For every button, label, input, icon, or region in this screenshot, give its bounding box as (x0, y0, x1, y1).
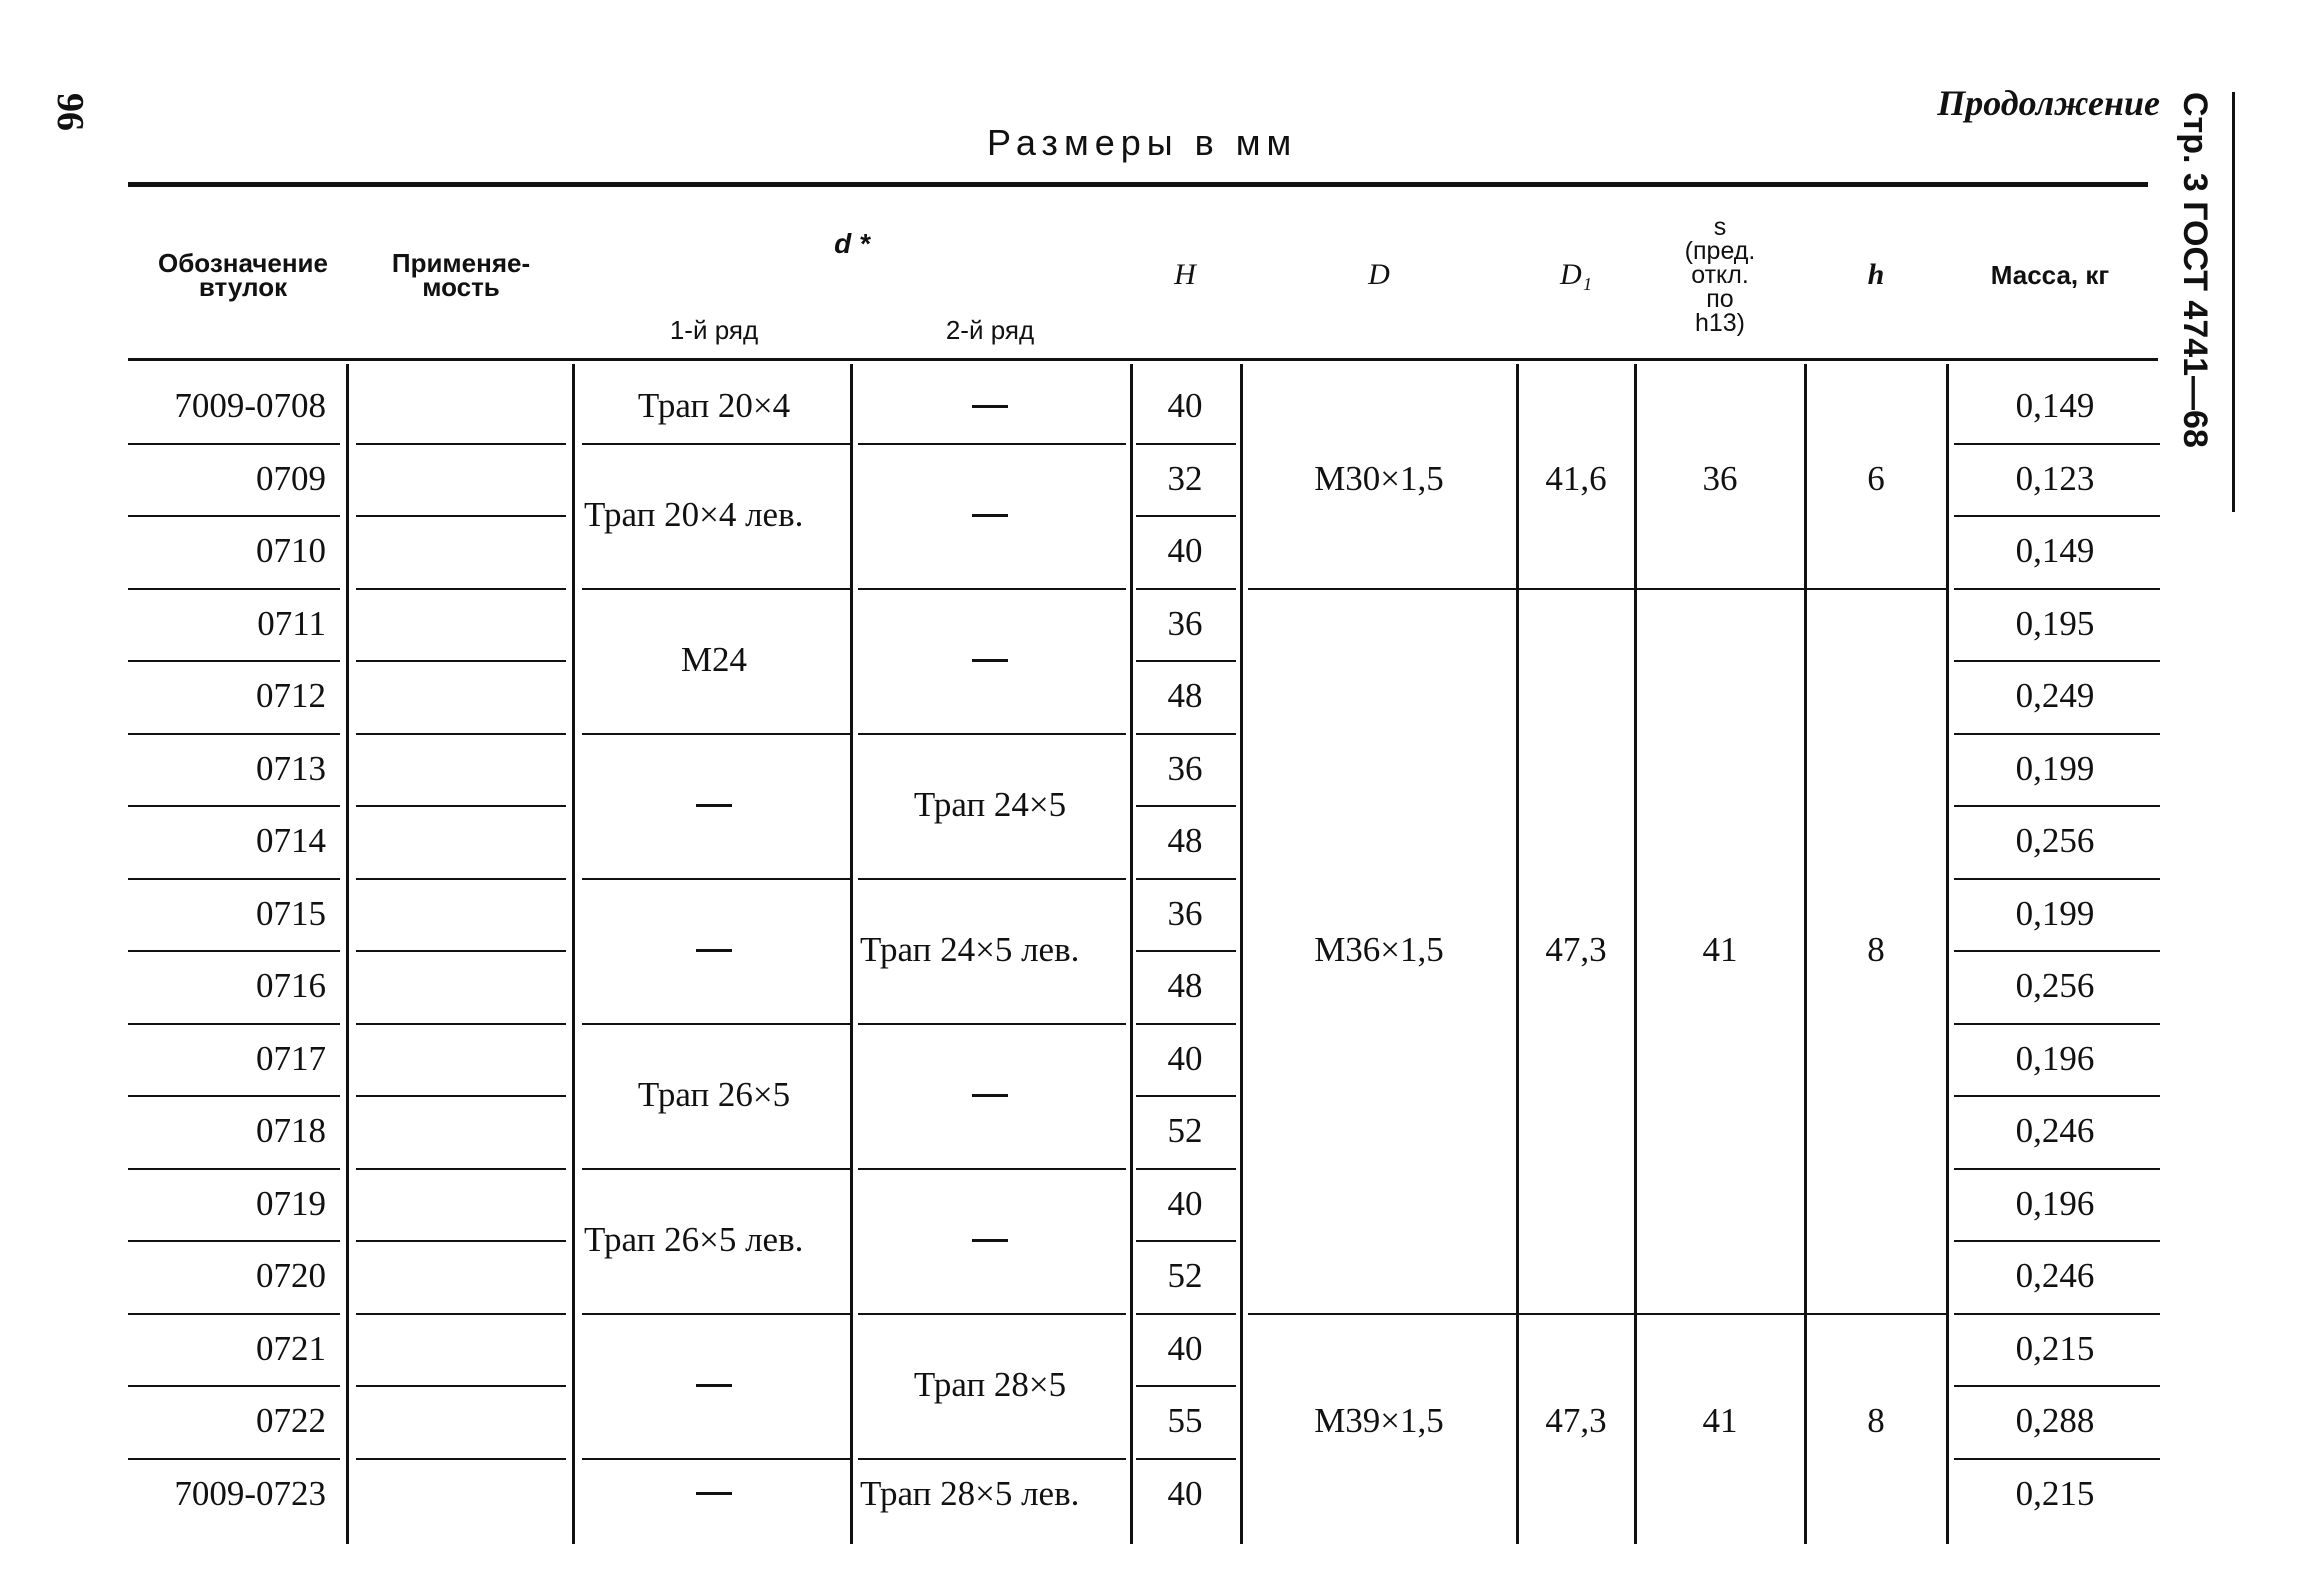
d-row1-value (578, 1458, 850, 1531)
row-designation: 7009-0723 (174, 1473, 326, 1513)
row-rule (128, 1095, 340, 1097)
group-rule (582, 878, 850, 880)
group-rule (858, 443, 1126, 445)
row-rule (1954, 443, 2160, 445)
row-designation: 0712 (256, 676, 326, 716)
d-row1-value: Трап 26×5 (637, 1075, 791, 1114)
row-rule (1136, 1385, 1236, 1387)
d-row1-value (578, 1313, 850, 1458)
row-rule (1954, 878, 2160, 880)
row-rule (1136, 443, 1236, 445)
header-D1: D₁ (1559, 258, 1593, 291)
group-rule (1248, 588, 1948, 590)
column-divider (850, 364, 853, 1544)
group-rule (858, 733, 1126, 735)
row-height-H: 40 (1167, 1328, 1203, 1368)
row-height-H: 48 (1167, 676, 1203, 716)
row-mass: 0,196 (2015, 1038, 2095, 1078)
row-rule (1136, 1023, 1236, 1025)
row-mass: 0,123 (2015, 458, 2095, 498)
row-rule (356, 660, 566, 662)
row-rule (356, 878, 566, 880)
group-rule (1248, 1313, 1948, 1315)
dim-s: 41 (1702, 1401, 1738, 1441)
row-rule (128, 1458, 340, 1460)
row-mass: 0,246 (2015, 1256, 2095, 1296)
dim-s: 41 (1702, 930, 1738, 969)
row-mass: 0,215 (2015, 1328, 2095, 1368)
row-rule (356, 1168, 566, 1170)
row-designation: 0715 (256, 893, 326, 933)
header-d-row1: 1-й ряд (669, 315, 759, 345)
row-height-H: 40 (1167, 1183, 1203, 1223)
row-designation: 7009-0708 (174, 386, 326, 426)
row-rule (128, 1240, 340, 1242)
row-rule (1954, 805, 2160, 807)
group-rule (858, 1313, 1126, 1315)
dim-D1: 41,6 (1545, 458, 1607, 498)
dim-D: М30×1,5 (1314, 458, 1444, 498)
row-rule (356, 1313, 566, 1315)
header-D: D (1368, 258, 1390, 291)
dash-mark (696, 1384, 732, 1387)
row-rule (1136, 1168, 1236, 1170)
group-rule (858, 1458, 1126, 1460)
row-rule (1954, 1313, 2160, 1315)
d-row2-value (854, 370, 1126, 443)
row-rule (1954, 1385, 2160, 1387)
row-rule (356, 588, 566, 590)
group-rule (582, 1313, 850, 1315)
group-rule (582, 588, 850, 590)
row-rule (356, 733, 566, 735)
d-row1-value: Трап 20×4 (637, 386, 791, 426)
row-rule (128, 878, 340, 880)
header-d-row2: 2-й ряд (945, 315, 1035, 345)
row-rule (356, 805, 566, 807)
row-designation: 0710 (256, 531, 326, 571)
row-height-H: 52 (1167, 1111, 1203, 1151)
group-rule (858, 1023, 1126, 1025)
d-row2-value: Трап 24×5 (913, 785, 1067, 824)
row-designation: 0711 (257, 603, 326, 643)
dim-D1: 47,3 (1545, 1401, 1607, 1441)
row-designation: 0721 (256, 1328, 326, 1368)
row-rule (1136, 515, 1236, 517)
group-rule (582, 443, 850, 445)
row-rule (356, 443, 566, 445)
column-divider (1240, 364, 1243, 1544)
header-d: d * (834, 228, 870, 259)
row-height-H: 32 (1167, 458, 1203, 498)
row-rule (128, 1313, 340, 1315)
row-mass: 0,256 (2015, 966, 2095, 1006)
header-h: h (1867, 258, 1885, 291)
row-designation: 0717 (256, 1038, 326, 1078)
row-designation: 0716 (256, 966, 326, 1006)
row-rule (1954, 588, 2160, 590)
row-rule (1954, 1095, 2160, 1097)
row-height-H: 40 (1167, 386, 1203, 426)
page-number: 96 (49, 93, 91, 131)
row-rule (356, 1023, 566, 1025)
row-height-H: 48 (1167, 966, 1203, 1006)
group-rule (858, 588, 1126, 590)
dash-mark (696, 804, 732, 807)
row-rule (1136, 1095, 1236, 1097)
group-rule (858, 878, 1126, 880)
header-designation: Обозначение втулок (158, 248, 328, 302)
row-rule (128, 1023, 340, 1025)
row-rule (1954, 1458, 2160, 1460)
row-rule (1954, 1240, 2160, 1242)
d-row1-value: Трап 20×4 лев. (584, 495, 804, 534)
dim-h: 8 (1867, 930, 1885, 969)
row-height-H: 55 (1167, 1401, 1203, 1441)
d-row2-value (854, 1023, 1126, 1168)
row-designation: 0720 (256, 1256, 326, 1296)
header-s: s (пред. откл. по h13) (1684, 213, 1756, 337)
row-rule (128, 660, 340, 662)
top-rule (128, 182, 2148, 187)
group-rule (858, 1168, 1126, 1170)
row-mass: 0,246 (2015, 1111, 2095, 1151)
row-mass: 0,256 (2015, 821, 2095, 861)
row-mass: 0,149 (2015, 531, 2095, 571)
d-row1-value (578, 733, 850, 878)
row-rule (128, 515, 340, 517)
side-title: Стр. 3 ГОСТ 4741—68 (2176, 92, 2214, 448)
dash-mark (972, 659, 1008, 662)
row-mass: 0,199 (2015, 748, 2095, 788)
dash-mark (972, 514, 1008, 517)
row-designation: 0709 (256, 458, 326, 498)
row-rule (1136, 660, 1236, 662)
column-divider (1804, 364, 1807, 1544)
column-divider (1516, 364, 1519, 1544)
row-rule (356, 950, 566, 952)
row-height-H: 36 (1167, 748, 1203, 788)
row-rule (1136, 1240, 1236, 1242)
row-height-H: 52 (1167, 1256, 1203, 1296)
header-rule (128, 358, 2158, 361)
row-height-H: 36 (1167, 893, 1203, 933)
row-rule (1136, 588, 1236, 590)
row-mass: 0,149 (2015, 386, 2095, 426)
d-row1-value: Трап 26×5 лев. (584, 1220, 804, 1259)
dash-mark (972, 1239, 1008, 1242)
row-rule (1136, 878, 1236, 880)
header-H: H (1174, 258, 1196, 291)
header-applicability: Применяе- мость (391, 248, 531, 302)
group-rule (582, 1458, 850, 1460)
row-height-H: 40 (1167, 531, 1203, 571)
d-row1-value: М24 (680, 640, 748, 679)
row-rule (128, 805, 340, 807)
dash-mark (972, 405, 1008, 408)
d-row2-value: Трап 28×5 лев. (860, 1473, 1080, 1513)
dim-s: 36 (1702, 458, 1738, 498)
row-rule (128, 443, 340, 445)
row-designation: 0714 (256, 821, 326, 861)
dim-h: 8 (1867, 1401, 1885, 1441)
row-rule (1136, 805, 1236, 807)
column-divider (572, 364, 575, 1544)
row-rule (1136, 1458, 1236, 1460)
dim-D1: 47,3 (1545, 930, 1607, 969)
d-row2-value: Трап 24×5 лев. (860, 930, 1080, 969)
row-rule (356, 1095, 566, 1097)
column-divider (1946, 364, 1949, 1544)
continuation-label: Продолжение (1937, 83, 2160, 123)
dim-h: 6 (1867, 458, 1885, 498)
header-mass: Масса, кг (1990, 260, 2110, 290)
d-row2-value (854, 443, 1126, 588)
row-rule (128, 588, 340, 590)
row-rule (356, 1385, 566, 1387)
row-rule (128, 733, 340, 735)
row-rule (1954, 733, 2160, 735)
row-rule (356, 1240, 566, 1242)
dash-mark (696, 949, 732, 952)
table-caption: Размеры в мм (987, 122, 1298, 163)
row-mass: 0,199 (2015, 893, 2095, 933)
row-mass: 0,249 (2015, 676, 2095, 716)
dash-mark (972, 1094, 1008, 1097)
dim-D: М36×1,5 (1314, 930, 1444, 969)
row-designation: 0718 (256, 1111, 326, 1151)
row-rule (356, 1458, 566, 1460)
column-divider (1634, 364, 1637, 1544)
d-row1-value (578, 878, 850, 1023)
row-rule (1136, 950, 1236, 952)
d-row2-value: Трап 28×5 (913, 1365, 1067, 1404)
row-mass: 0,288 (2015, 1401, 2095, 1441)
row-designation: 0713 (256, 748, 326, 788)
row-rule (1954, 1168, 2160, 1170)
row-mass: 0,195 (2015, 603, 2095, 643)
row-rule (128, 1168, 340, 1170)
row-height-H: 36 (1167, 603, 1203, 643)
row-rule (1954, 660, 2160, 662)
group-rule (582, 1023, 850, 1025)
group-rule (582, 1168, 850, 1170)
dim-D: М39×1,5 (1314, 1401, 1444, 1441)
row-rule (1954, 950, 2160, 952)
row-rule (1954, 1023, 2160, 1025)
group-rule (582, 733, 850, 735)
row-rule (356, 515, 566, 517)
row-height-H: 40 (1167, 1473, 1203, 1513)
row-rule (1954, 515, 2160, 517)
row-height-H: 48 (1167, 821, 1203, 861)
row-rule (1136, 1313, 1236, 1315)
row-height-H: 40 (1167, 1038, 1203, 1078)
row-rule (128, 1385, 340, 1387)
row-designation: 0719 (256, 1183, 326, 1223)
dash-mark (696, 1492, 732, 1495)
row-rule (128, 950, 340, 952)
d-row2-value (854, 1168, 1126, 1313)
row-mass: 0,196 (2015, 1183, 2095, 1223)
row-mass: 0,215 (2015, 1473, 2095, 1513)
row-designation: 0722 (256, 1401, 326, 1441)
column-divider (346, 364, 349, 1544)
row-rule (1136, 733, 1236, 735)
d-row2-value (854, 588, 1126, 733)
